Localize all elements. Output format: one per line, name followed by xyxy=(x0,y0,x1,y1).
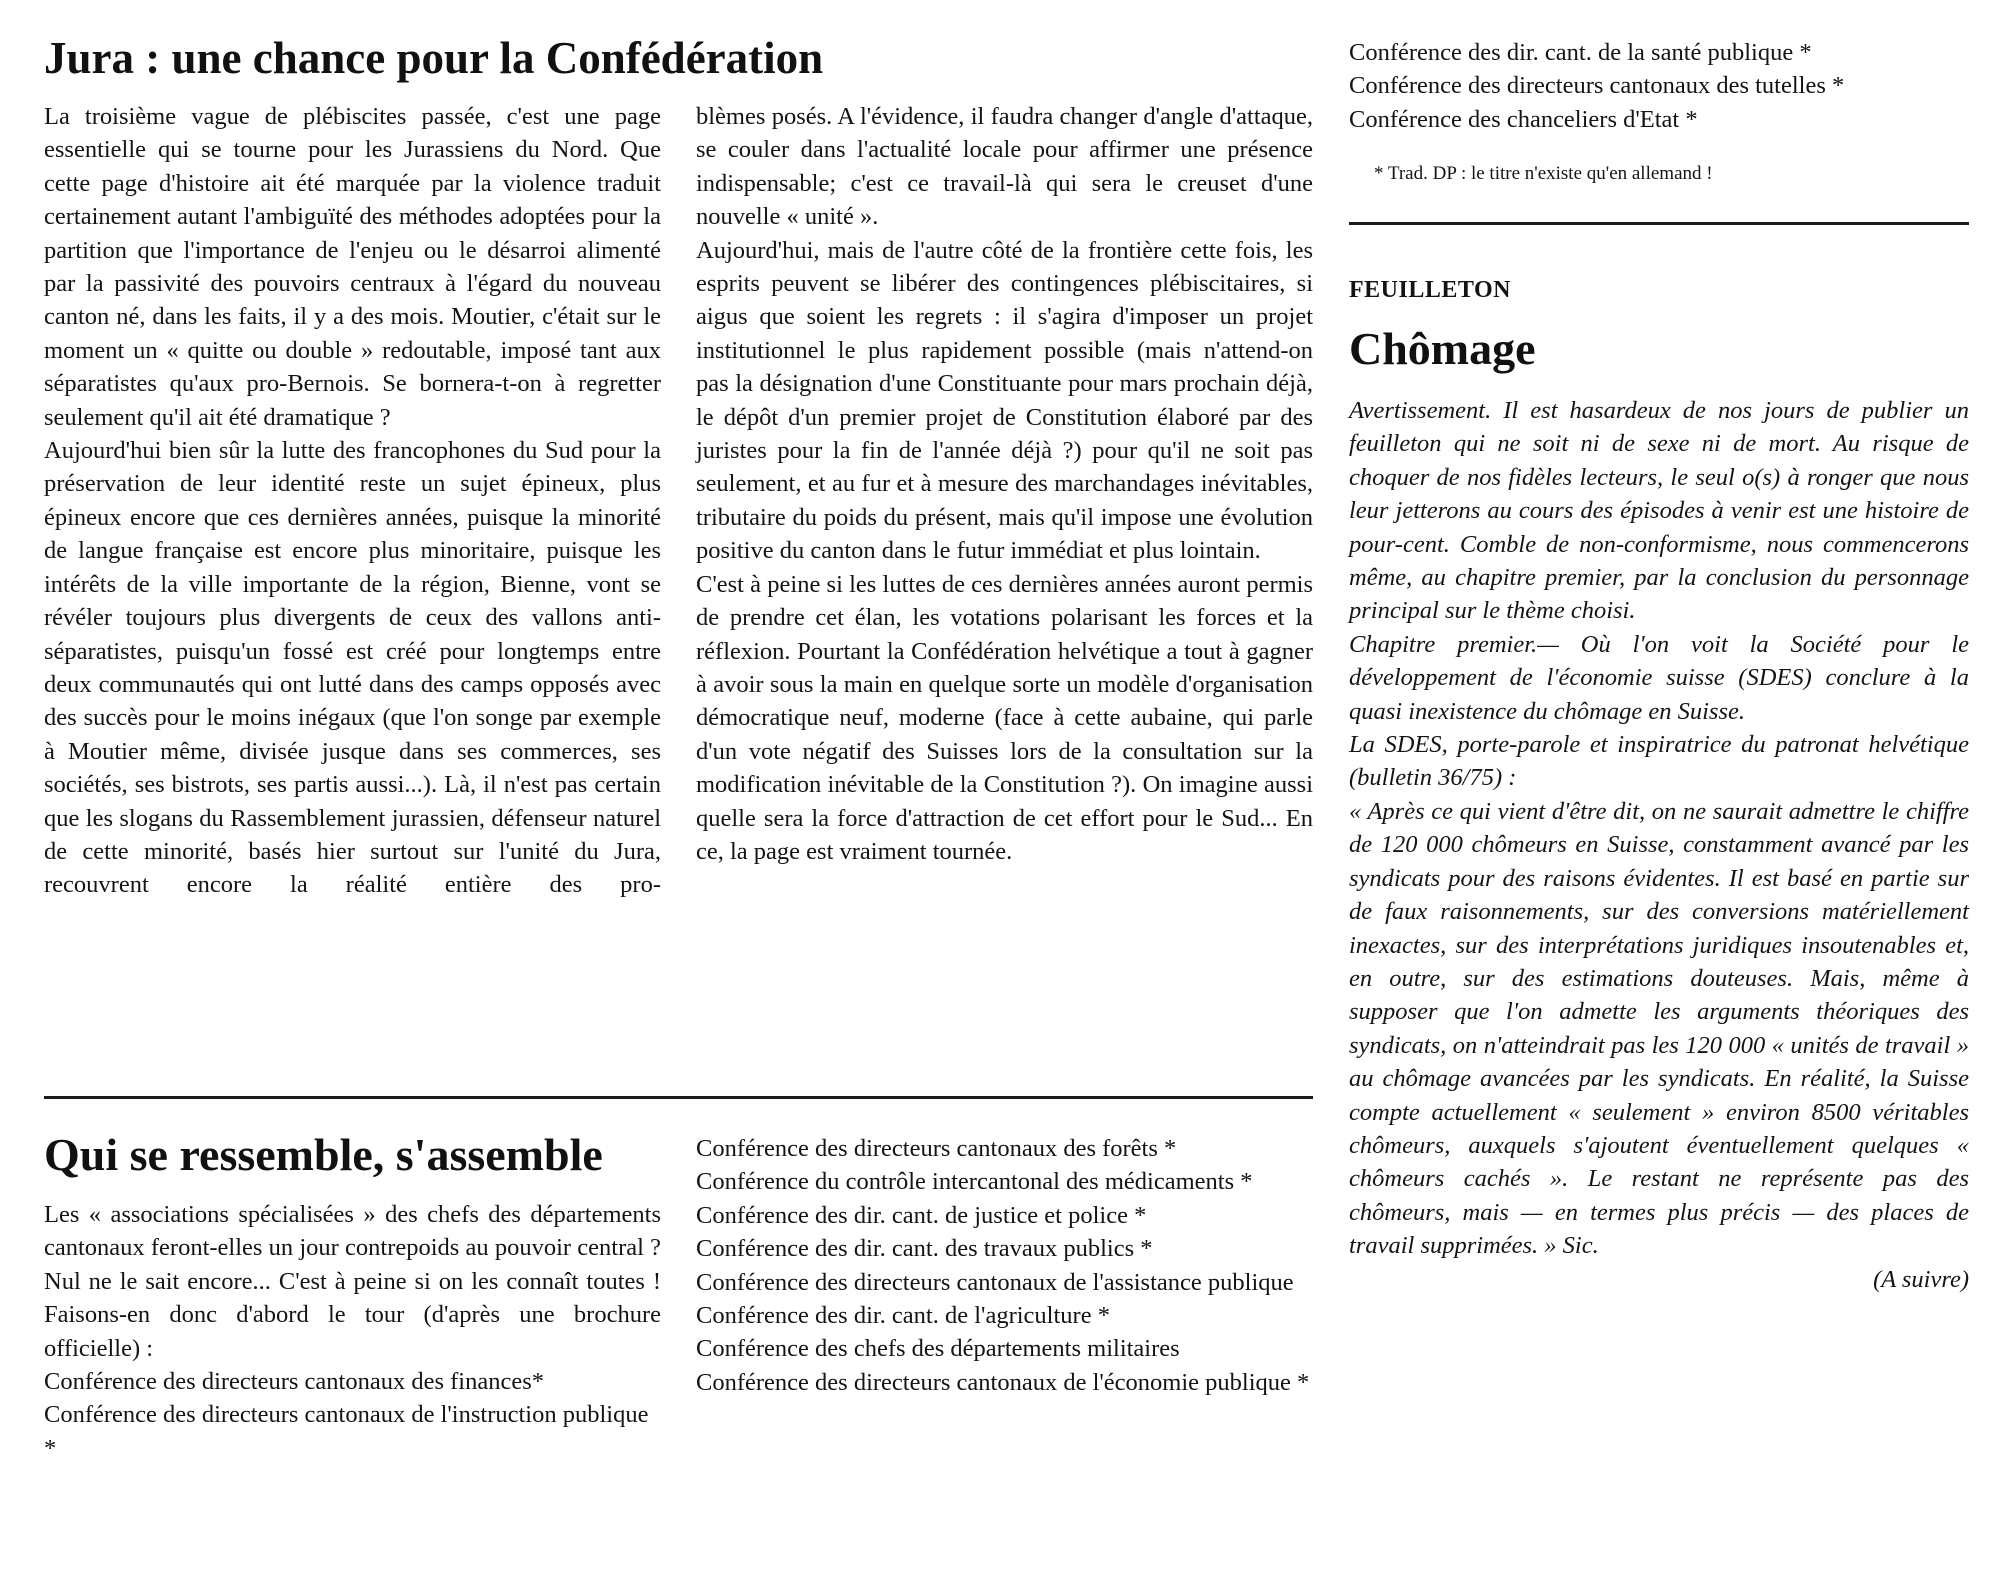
jura-article-column-2 xyxy=(696,100,1313,868)
list-item: Conférence des dir. cant. de l'agriculture * xyxy=(696,1302,1110,1330)
feuilleton-paragraph: Chapitre premier.— Où l'on voit la Société pour le développement de l'économie suisse (SDES) conclure à la quasi inexistence du chômage en Suisse. xyxy=(1349,630,1969,725)
article-divider xyxy=(44,1096,1313,1099)
list-item: Conférence des directeurs cantonaux de l'instruction publique * xyxy=(44,1401,649,1462)
jura-paragraph: Aujourd'hui bien sûr la lutte des francophones du Sud pour la préservation de leur identité reste un sujet épineux, plus épineux encore que ces dernières années, puisque la minorité de langue française est encore plus minoritaire, puisque les intérêts de la ville importante de la région, Bienne, vont se révéler toujours plus divergents de ceux des vallons anti-séparatistes, puisqu'un fossé est créé pour longtemps entre deux communautés qui ont lutté dans des camps opposés avec des succès pour le moins inégaux (que l'on songe par exemple à Moutier même, divisée jusque dans ses commerces, ses sociétés, ses bistrots, ses partis aussi...). Là, il n'est pas certain que les slogans du Rassemblement jurassien, défenseur naturel de cette minorité, basés hier surtout sur l'unité du Jura, recouvrent encore la réalité entière des pro- xyxy=(44,437,661,899)
conference-list xyxy=(44,1365,661,1465)
assemble-column-3 xyxy=(1349,36,1969,136)
jura-paragraph: Aujourd'hui, mais de l'autre côté de la frontière cette fois, les esprits peuvent se libérer des contingences plébiscitaires, si aigus que soient les regrets : il s'agira d'imposer un projet institutionnel le plus rapidement possible (mais n'attend-on pas la désignation d'une Constituante pour mars prochain déjà, le dépôt d'un premier projet de Constitution élaboré par des juristes pour la fin de l'année déjà ?) pour qu'il ne soit pas seulement, et au fur et à mesure des marchandages inévitables, tributaire du poids du présent, mais qu'il impose une évolution positive du canton dans le futur immédiat et plus lointain. xyxy=(696,236,1313,565)
feuilleton-body xyxy=(1349,394,1969,1296)
to-be-continued: (A suivre) xyxy=(1873,1265,1969,1293)
list-item: Conférence des chefs des départements militaires xyxy=(696,1335,1180,1363)
assemble-column-1 xyxy=(44,1198,661,1465)
jura-article-title: Jura : une chance pour la Confédération xyxy=(44,33,824,83)
jura-paragraph: C'est à peine si les luttes de ces dernières années auront permis de prendre cet élan, les votations polarisant les forces et la réflexion. Pourtant la Confédération helvétique a tout à gagner à avoir sous la main en quelque sorte un modèle d'organisation démocratique neuf, moderne (face à cette aubaine, qui parle d'un vote négatif des Suisses lors de la consultation sur la modification inévitable de la Constitution ?). On imagine aussi quelle sera la force d'attraction de cet effort pour le Sud... En ce, la page est vraiment tournée. xyxy=(696,570,1313,865)
assemble-column-2 xyxy=(696,1132,1313,1399)
list-item: Conférence des chanceliers d'Etat * xyxy=(1349,105,1698,133)
feuilleton-paragraph: « Après ce qui vient d'être dit, on ne saurait admettre le chiffre de 120 000 chômeurs en Suisse, constamment avancé par les syndicats pour des raisons évidentes. Il est basé en partie sur de faux raisonnements, sur des conversions matériellement inexactes, sur des interprétations juridiques insoutenables et, en outre, sur des estimations douteuses. Mais, même à supposer que l'on admette les arguments théoriques des syndicats, on n'atteindrait pas les 120 000 « unités de travail » au chômage avancées par les syndicats. En réalité, la Suisse compte actuellement « seulement » environ 8500 véritables chômeurs, auxquels s'ajoutent éventuellement quelques « chômeurs cachés ». Le restant ne représente pas des chômeurs, mais — en termes plus précis — des places de travail supprimées. » Sic. xyxy=(1349,797,1969,1260)
list-item: Conférence des directeurs cantonaux de l'économie publique * xyxy=(696,1368,1310,1396)
list-item: Conférence des directeurs cantonaux des tutelles * xyxy=(1349,72,1845,100)
column-divider xyxy=(1349,222,1969,225)
translation-footnote: * Trad. DP : le titre n'existe qu'en allemand ! xyxy=(1374,163,1713,184)
assemble-intro: Les « associations spécialisées » des chefs des départements cantonaux feront-elles un jour contrepoids au pouvoir central ? Nul ne le sait encore... C'est à peine si on les connaît toutes ! Faisons-en donc d'abord le tour (d'après une brochure officielle) : xyxy=(44,1201,661,1362)
jura-paragraph: La troisième vague de plébiscites passée, c'est une page essentielle qui se tourne pour les Jurassiens du Nord. Que cette page d'histoire ait été marquée par la violence traduit certainement autant l'ambiguïté des méthodes adoptées pour la partition que l'importance de l'enjeu ou le désarroi alimenté par la passivité des pouvoirs centraux à l'égard du nouveau canton né, dans les faits, il y a des mois. Moutier, c'était sur le moment un « quitte ou double » redoutable, imposé tant aux séparatistes qu'aux pro-Bernois. Se bornera-t-on à regretter seulement qu'il ait été dramatique ? xyxy=(44,103,661,431)
jura-paragraph: blèmes posés. A l'évidence, il faudra changer d'angle d'attaque, se couler dans l'actualité locale pour affirmer une présence indispensable; c'est ce travail-là qui sera le creuset d'une nouvelle « unité ». xyxy=(696,103,1313,231)
list-item: Conférence des dir. cant. des travaux publics * xyxy=(696,1235,1153,1263)
assemble-article-title: Qui se ressemble, s'assemble xyxy=(44,1129,603,1180)
list-item: Conférence des directeurs cantonaux des forêts * xyxy=(696,1135,1177,1162)
feuilleton-kicker: FEUILLETON xyxy=(1349,277,1511,303)
list-item: Conférence du contrôle intercantonal des médicaments * xyxy=(696,1168,1253,1196)
list-item: Conférence des directeurs cantonaux de l'assistance publique xyxy=(696,1268,1294,1296)
feuilleton-paragraph: Avertissement. Il est hasardeux de nos jours de publier un feuilleton qui ne soit ni de sexe ni de mort. Au risque de choquer de nos fidèles lecteurs, le seul o(s) à ronger que nous leur jetterons au cours des épisodes à venir est une histoire de pour-cent. Comble de non-conformisme, nous commencerons même, au chapitre premier, par la conclusion du personnage principal sur le thème choisi. xyxy=(1349,397,1969,625)
feuilleton-title: Chômage xyxy=(1349,323,1536,374)
feuilleton-paragraph: La SDES, porte-parole et inspiratrice du patronat helvétique (bulletin 36/75) : xyxy=(1349,731,1969,792)
list-item: Conférence des dir. cant. de la santé publique * xyxy=(1349,39,1812,66)
jura-article-column-1 xyxy=(44,100,661,902)
list-item: Conférence des dir. cant. de justice et police * xyxy=(696,1201,1147,1229)
list-item: Conférence des directeurs cantonaux des finances* xyxy=(44,1368,544,1396)
